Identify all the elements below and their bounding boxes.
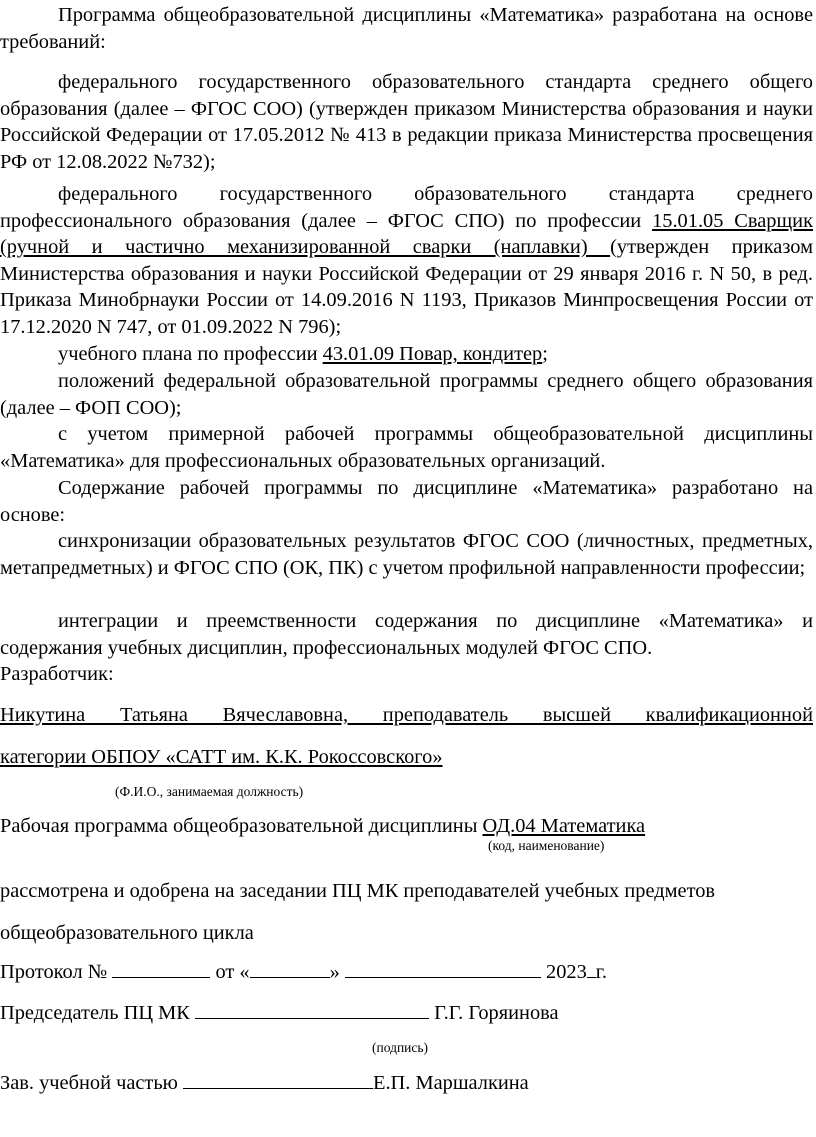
profession-welder: 15.01.05 Сварщик (ручной и частично механизированной сварки (наплавки): [0, 209, 813, 259]
fgos-soo-paragraph: федерального государственного образовательного стандарта среднего общего образования (далее – ФГОС СОО) (утвержден приказом Министерства образования и науки Российской Федерации от 17.05.2012 № 413 в редакции приказа Министерства просвещения РФ от 12.08.2022 №732);: [0, 71, 813, 173]
protocol-number-blank[interactable]: [112, 957, 210, 978]
developer-line-1: Никутина Татьяна Вячеславовна, преподаватель высшей квалификационной: [0, 704, 813, 726]
program-caption: (код, наименование): [488, 838, 605, 853]
signature-caption: (подпись): [372, 1040, 429, 1055]
approved-line-1: рассмотрена и одобрена на заседании ПЦ МК преподавателей учебных предметов: [0, 880, 716, 902]
example-paragraph: с учетом примерной рабочей программы общеобразовательной дисциплины «Математика» для профессиональных образовательных организаций.: [0, 423, 813, 472]
protocol-month-blank[interactable]: [345, 957, 541, 978]
program-line: [0, 813, 645, 840]
plan-end: ;: [542, 343, 548, 365]
plan-text: учебного плана по профессии: [58, 343, 323, 365]
protocol-year: 2023: [546, 961, 587, 983]
fop-paragraph: положений федеральной образовательной программы среднего общего образования (далее – ФОП СОО);: [0, 370, 813, 419]
program-code: ОД.04 Математика: [482, 815, 646, 837]
chair-name: Г.Г. Горяинова: [434, 1002, 559, 1024]
fgos-spo-paragraph: [0, 181, 813, 341]
chair-line: [0, 998, 559, 1027]
developer-caption: (Ф.И.О., занимаемая должность): [115, 784, 304, 799]
protocol-label: Протокол №: [0, 961, 108, 983]
protocol-day-blank[interactable]: [250, 957, 330, 978]
protocol-close-quote: »: [329, 961, 340, 983]
head-line: [0, 1068, 529, 1097]
chair-signature-blank[interactable]: [195, 998, 429, 1019]
profession-cook: 43.01.09 Повар, кондитер: [322, 343, 543, 365]
integration-paragraph: интеграции и преемственности содержания по дисциплине «Математика» и содержания учебных дисциплин, профессиональных модулей ФГОС СПО.: [0, 610, 813, 659]
approved-line-2: общеобразовательного цикла: [0, 922, 254, 944]
head-label: Зав. учебной частью: [0, 1072, 178, 1094]
developer-label: Разработчик:: [0, 663, 114, 685]
head-name: Е.П. Маршалкина: [373, 1072, 529, 1094]
plan-paragraph: [0, 341, 813, 368]
intro-paragraph: Программа общеобразовательной дисциплины «Математика» разработана на основе требований:: [0, 4, 813, 53]
sync-paragraph: синхронизации образовательных результатов ФГОС СОО (личностных, предметных, метапредметных) и ФГОС СПО (ОК, ПК) с учетом профильной направленности профессии;: [0, 530, 813, 579]
protocol-year-blank[interactable]: [587, 957, 596, 978]
protocol-year-suffix: г.: [595, 961, 607, 983]
fgos-spo-text: федерального государственного образовательного стандарта среднего профессионального образования (далее – ФГОС СПО) по профессии: [0, 183, 813, 232]
protocol-from: от «: [215, 961, 250, 983]
content-basis-paragraph: Содержание рабочей программы по дисциплине «Математика» разработано на основе:: [0, 477, 813, 526]
protocol-line: [0, 957, 607, 986]
head-signature-blank[interactable]: [183, 1068, 373, 1089]
fgos-spo-approval: (утвержден приказом Министерства образования и науки Российской Федерации от 29 января 2016 г. N 50, в ред. Приказа Минобрнауки России от 14.09.2016 N 1193, Приказов Минпросвещения России от 17.12.2020 N 747, от 01.09.2022 N 796);: [0, 236, 813, 338]
developer-line-2: категории ОБПОУ «САТТ им. К.К. Рокоссовского»: [0, 746, 443, 768]
chair-label: Председатель ПЦ МК: [0, 1002, 190, 1024]
program-text: Рабочая программа общеобразовательной дисциплины: [0, 815, 483, 837]
